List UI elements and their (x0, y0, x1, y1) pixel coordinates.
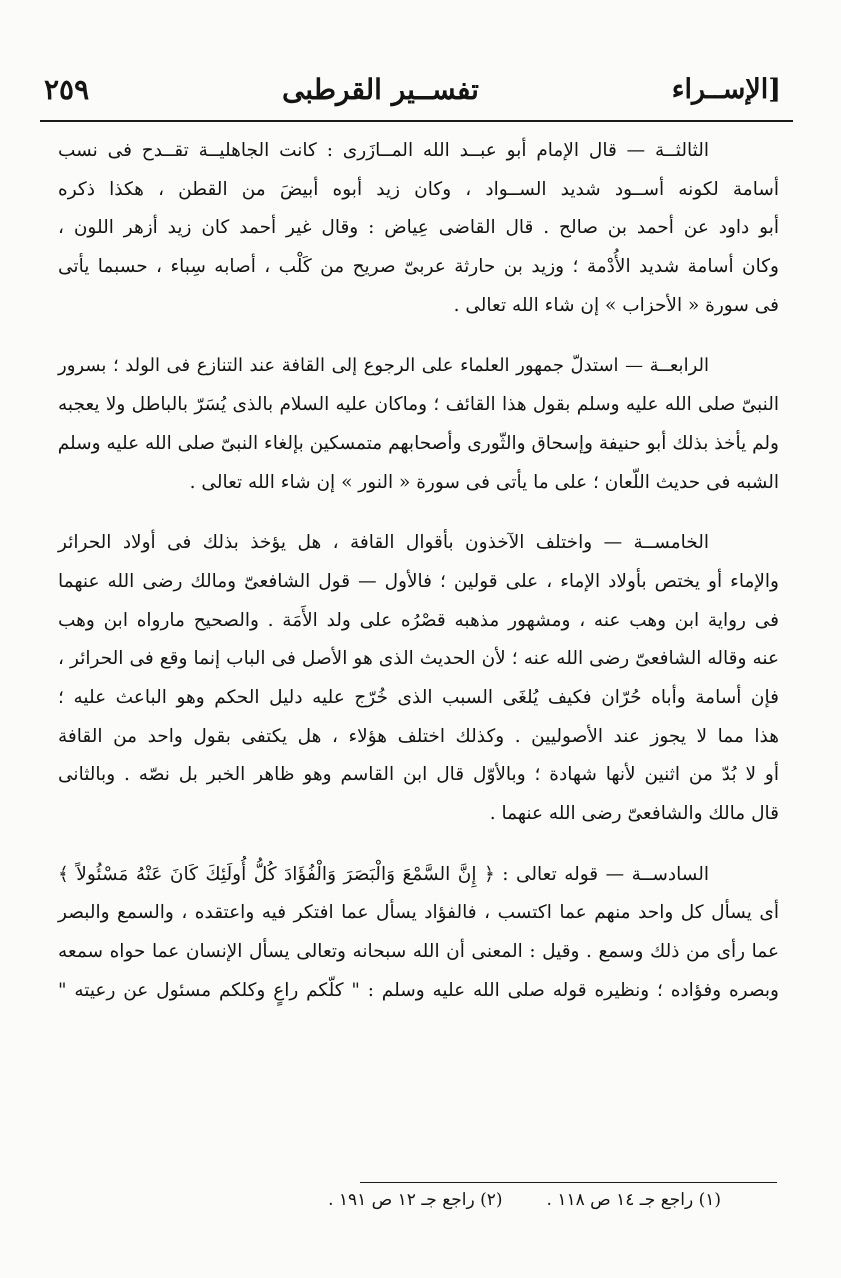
text-line: قال مالك والشافعىّ رضى الله عنهما . (489, 803, 779, 824)
paragraph-sixth (58, 856, 779, 1011)
text-line: الشبه فى حديث اللّعان ؛ على ما يأتى فى سورة « النور » إن شاء الله تعالى . (189, 471, 779, 493)
text-line: السادســة — قوله تعالى : ﴿ إِنَّ السَّمْعَ وَالْبَصَرَ وَالْفُؤَادَ كُلُّ أُولَئِكَ كَانَ عَنْهُ مَسْئُولاً ﴾ (58, 863, 709, 885)
page-number: ٢٥٩ (44, 72, 90, 106)
footnotes (328, 1190, 721, 1210)
text-line: الخامســة — واختلف الآخذون بأقوال القافة ، هل يؤخذ بذلك فى أولاد الحرائر (58, 532, 709, 554)
text-line: النبىّ صلى الله عليه وسلم بقول هذا القائف ؛ وماكان عليه السلام بالذى يُسَرّ بالباطل ولا يعجبه (58, 394, 779, 416)
text-line: وبصره وفؤاده ؛ ونظيره قوله صلى الله عليه وسلم : " كلّكم راعٍ وكلكم مسئول عن رعيته " (58, 979, 779, 1001)
footnote-2: (٢) راجع جـ ١٢ ص ١٩١ . (328, 1190, 503, 1210)
header-rule (40, 120, 793, 122)
text-line: هذا مما لا يجوز عند الأصوليين . وكذلك اختلف هؤلاء ، هل يكتفى بقول واحد من القافة (58, 725, 779, 747)
main-text (58, 132, 779, 1032)
text-line: والإماء أو يختص بأولاد الإماء ، على قولين ؛ فالأول — قول الشافعىّ ومالك رضى الله عنهما (58, 570, 779, 592)
text-line: فى رواية ابن وهب عنه ، ومشهور مذهبه قصْرُه على ولد الأَمَة . والصحيح مارواه ابن وهب (58, 609, 779, 631)
text-line: ولم يأخذ بذلك أبو حنيفة وإسحاق والثّورى وأصحابهم متمسكين بإلغاء النبىّ صلى الله عليه وسلم (57, 432, 779, 454)
running-header (44, 58, 781, 120)
text-line: الرابعــة — استدلّ جمهور العلماء على الرجوع إلى القافة عند التنازع فى الولد ؛ بسرور (58, 355, 709, 377)
text-line: عما رأى من ذلك وسمع . وقيل : المعنى أن الله سبحانه وتعالى يسأل الإنسان عما حواه سمعه (58, 941, 779, 963)
text-line: أسامة لكونه أســود شديد الســواد ، وكان زيد أبوه أبيضَ من القطن ، هكذا ذكره (58, 178, 779, 200)
paragraph-third (58, 132, 779, 325)
text-line: أو لا بُدّ من اثنين لأنها شهادة ؛ وبالأوّل قال ابن القاسم وهو ظاهر الخبر بل نصّه . وبالثانى (58, 764, 779, 786)
paragraph-fourth (58, 347, 779, 502)
footnote-rule (360, 1182, 777, 1183)
text-line: أى يسأل كل واحد منهم عما اكتسب ، فالفؤاد يسأل عما افتكر فيه واعتقده ، والسمع والبصر (58, 902, 779, 924)
footnote-1: (١) راجع جـ ١٤ ص ١١٨ . (546, 1190, 721, 1210)
text-line: الثالثــة — قال الإمام أبو عبــد الله المــازَرى : كانت الجاهليــة تقــدح فى نسب (58, 140, 709, 161)
book-title: تفســير القرطبى (281, 72, 479, 106)
text-line: وكان أسامة شديد الأُدْمة ؛ وزيد بن حارثة عربىّ صريح من كَلْب ، أصابه سِباء ، حسبما يأتى (58, 256, 779, 278)
text-line: فإن أسامة وأباه حُرّان فكيف يُلغَى السبب الذى خُرّج عليه دليل الحكم وهو الباعث عليه ؛ (58, 686, 779, 708)
text-line: فى سورة « الأحزاب » إن شاء الله تعالى . (453, 294, 779, 316)
text-line: أبو داود عن أحمد بن صالح . قال القاضى عِياض : وقال غير أحمد كان زيد أزهر اللون ، (58, 217, 779, 239)
surah-name: [الإســراء (671, 73, 781, 105)
paragraph-fifth (58, 524, 779, 834)
text-line: عنه وقاله الشافعىّ رضى الله عنه ؛ لأن الحديث الذى هو الأصل فى الباب إنما وقع فى الحرائر ، (58, 648, 779, 670)
